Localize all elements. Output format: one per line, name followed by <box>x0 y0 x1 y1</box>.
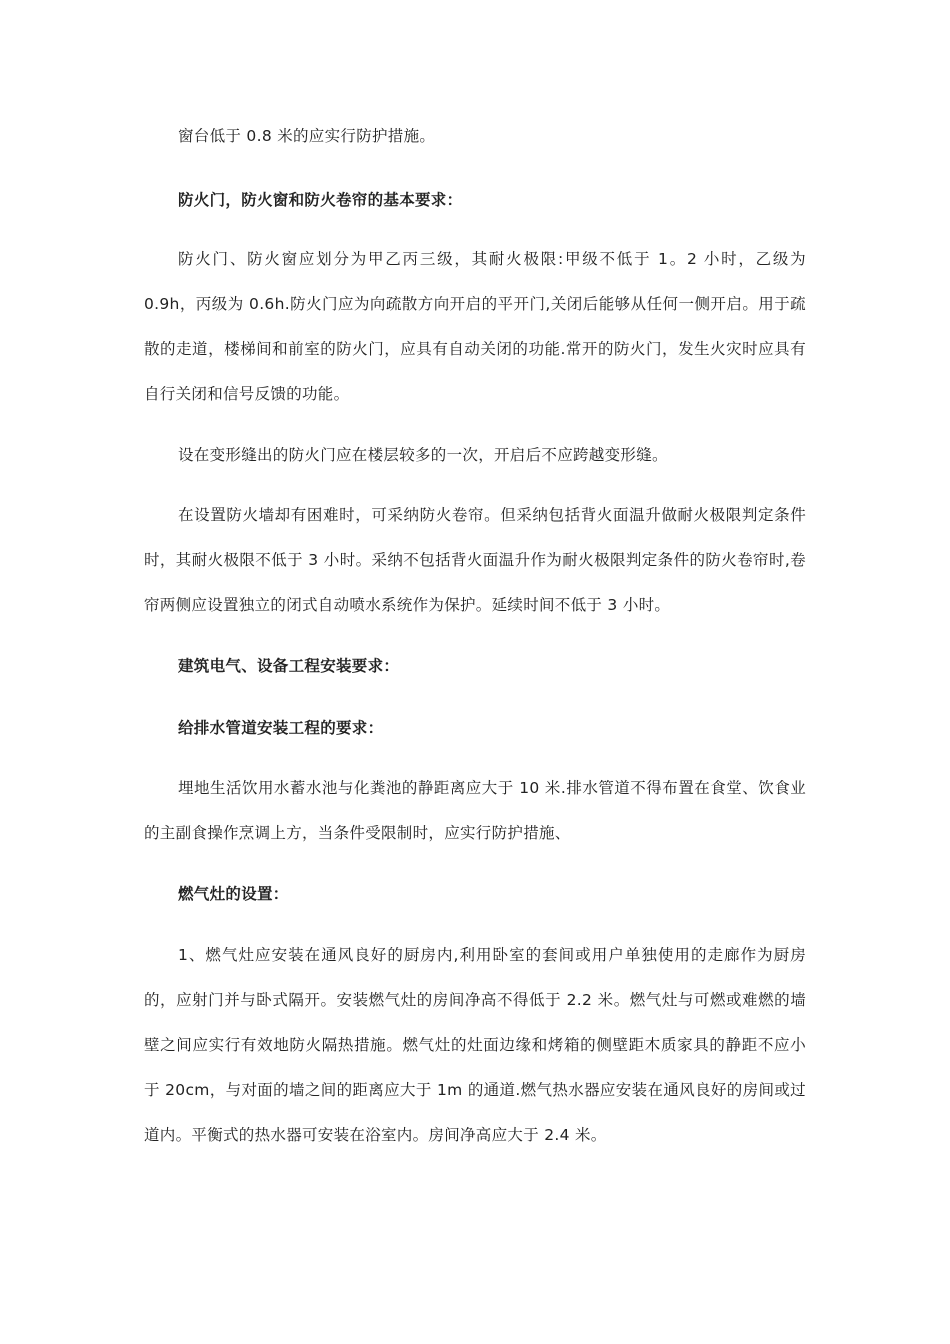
paragraph-water-tank: 埋地生活饮用水蓄水池与化粪池的静距离应大于 10 米.排水管道不得布置在食堂、饮食业的主副食操作烹调上方，当条件受限制时，应实行防护措施、 <box>144 779 806 842</box>
heading-drainage-pipes: 给排水管道安装工程的要求： <box>178 719 384 737</box>
paragraph-fire-door-grades: 防火门、防火窗应划分为甲乙丙三级，其耐火极限:甲级不低于 1。2 小时，乙级为 0.9h，丙级为 0.6h.防火门应为向疏散方向开启的平开门,关闭后能够从任何一侧开启。用于疏散的走道，楼梯间和前室的防火门，应具有自动关闭的功能.常开的防火门，发生火灾时应具有自行关闭和信号反馈的功能。 <box>144 250 806 403</box>
heading-electrical-equipment: 建筑电气、设备工程安装要求： <box>178 657 400 675</box>
paragraph-fire-shutter: 在设置防火墙却有困难时，可采纳防火卷帘。但采纳包括背火面温升做耐火极限判定条件时，其耐火极限不低于 3 小时。采纳不包括背火面温升作为耐火极限判定条件的防火卷帘时,卷帘两侧应设置独立的闭式自动喷水系统作为保护。延续时间不低于 3 小时。 <box>144 506 806 614</box>
heading-fire-doors: 防火门，防火窗和防火卷帘的基本要求： <box>178 191 463 209</box>
paragraph-window-sill: 窗台低于 0.8 米的应实行防护措施。 <box>178 127 436 145</box>
paragraph-gas-stove-rules: 1、燃气灶应安装在通风良好的厨房内,利用卧室的套间或用户单独使用的走廊作为厨房的，应射门并与卧式隔开。安装燃气灶的房间净高不得低于 2.2 米。燃气灶与可燃或难燃的墙壁之间应实行有效地防火隔热措施。燃气灶的灶面边缘和烤箱的侧壁距木质家具的静距不应小于 20cm，与对面的墙之间的距离应大于 1m 的通道.燃气热水器应安装在通风良好的房间或过道内。平衡式的热水器可安装在浴室内。房间净高应大于 2.4 米。 <box>144 946 806 1144</box>
heading-gas-stove: 燃气灶的设置： <box>178 885 289 903</box>
paragraph-expansion-joint: 设在变形缝出的防火门应在楼层较多的一次，开启后不应跨越变形缝。 <box>178 446 668 464</box>
